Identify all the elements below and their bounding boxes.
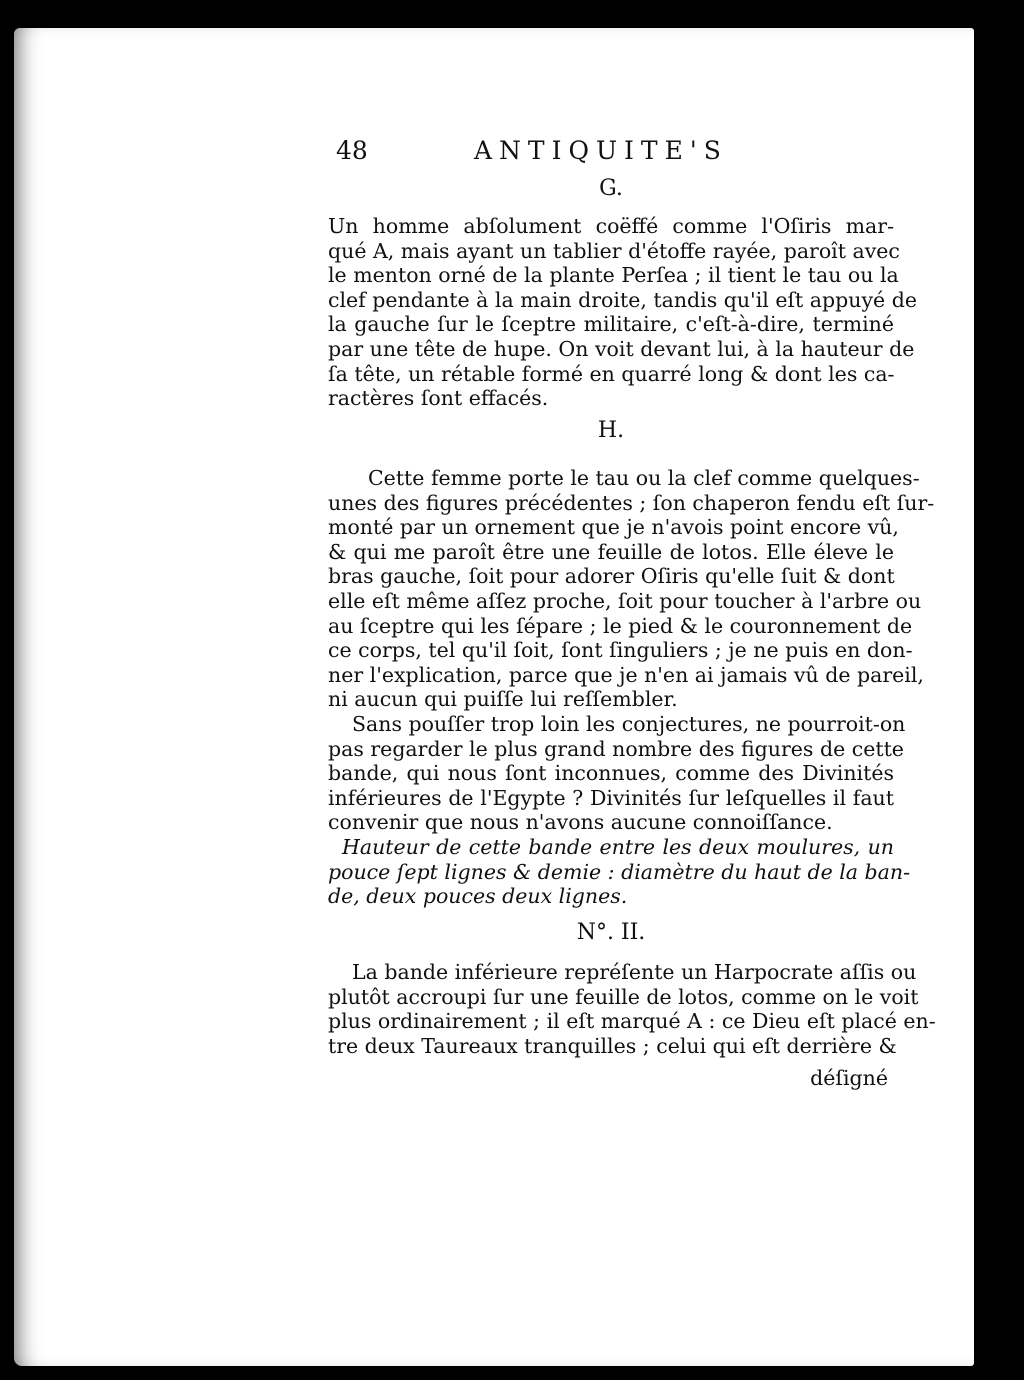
text-line: inférieures de l'Egypte ? Divinités ſur leſquelles il faut (328, 785, 894, 810)
text-line: convenir que nous n'avons aucune connoiſſance. (328, 810, 833, 835)
text-line: elle eſt même aſſez proche, ſoit pour toucher à l'arbre ou (328, 588, 922, 613)
text-line: & qui me paroît être une feuille de lotos. Elle éleve le (328, 539, 894, 564)
text-line: le menton orné de la plante Perſea ; il tient le tau ou la (328, 263, 899, 288)
text-line: de, deux pouces deux lignes. (328, 884, 628, 909)
text-line: Hauteur de cette bande entre les deux moulures, un (342, 835, 894, 859)
text-line: la gauche ſur le ſceptre militaire, c'eſt-à-dire, terminé (328, 312, 894, 337)
text-line: monté par un ornement que je n'avois point encore vû, (328, 515, 899, 540)
section-heading-h: H. (597, 418, 625, 443)
text-line: plutôt accroupi ſur une feuille de lotos, comme on le voit (328, 984, 919, 1009)
text-line: bande, qui nous ſont inconnues, comme des Divinités (328, 761, 894, 786)
running-title: ANTIQUITE'S (474, 136, 728, 165)
section-heading-n2: N°. II. (576, 920, 646, 945)
text-line: Cette femme porte le tau ou la clef comme quelques- (368, 466, 920, 490)
section-h-paragraph-2 (328, 712, 906, 835)
text-line: Sans pouſſer trop loin les conjectures, ne pourroit-on (352, 712, 906, 736)
text-line: ce corps, tel qu'il ſoit, ſont ſinguliers ; je ne puis en don- (328, 638, 913, 663)
text-line: clef pendante à la main droite, tandis qu'il eſt appuyé de (328, 287, 917, 312)
dimensions-note (328, 835, 911, 909)
page-header (0, 136, 1024, 172)
text-line: La bande inférieure repréſente un Harpocrate aſſis ou (352, 960, 917, 984)
text-line: unes des figures précédentes ; ſon chaperon fendu eſt ſur- (328, 490, 935, 515)
catchword: déſigné (810, 1066, 888, 1090)
text-line: ractères ſont effacés. (328, 386, 549, 411)
text-line: ſa tête, un rétable formé en quarré long & dont les ca- (328, 361, 895, 386)
text-line: Un homme abſolument coëffé comme l'Oſiris mar- (328, 214, 894, 238)
section-heading-g: G. (599, 176, 623, 201)
text-line: ner l'explication, parce que je n'en ai jamais vû de pareil, (328, 662, 924, 687)
text-line: ni aucun qui puiſſe lui reſſembler. (328, 687, 678, 712)
text-line: par une tête de hupe. On voit devant lui, à la hauteur de (328, 336, 915, 361)
text-line: plus ordinairement ; il eſt marqué A : ce Dieu eſt placé en- (328, 1009, 936, 1034)
section-h-paragraph-1 (328, 466, 935, 712)
page-number: 48 (336, 136, 368, 165)
text-line: au ſceptre qui les ſépare ; le pied & le couronnement de (328, 613, 913, 638)
text-line: tre deux Taureaux tranquilles ; celui qui eſt derrière & (328, 1033, 897, 1058)
section-g-text (328, 214, 917, 411)
text-line: bras gauche, ſoit pour adorer Oſiris qu'elle ſuit & dont (328, 564, 895, 589)
text-line: qué A, mais ayant un tablier d'étoffe rayée, paroît avec (328, 238, 900, 263)
text-line: pas regarder le plus grand nombre des figures de cette (328, 736, 904, 761)
text-line: pouce ſept lignes & demie : diamètre du haut de la ban- (328, 859, 911, 884)
section-n2-text (328, 960, 936, 1058)
